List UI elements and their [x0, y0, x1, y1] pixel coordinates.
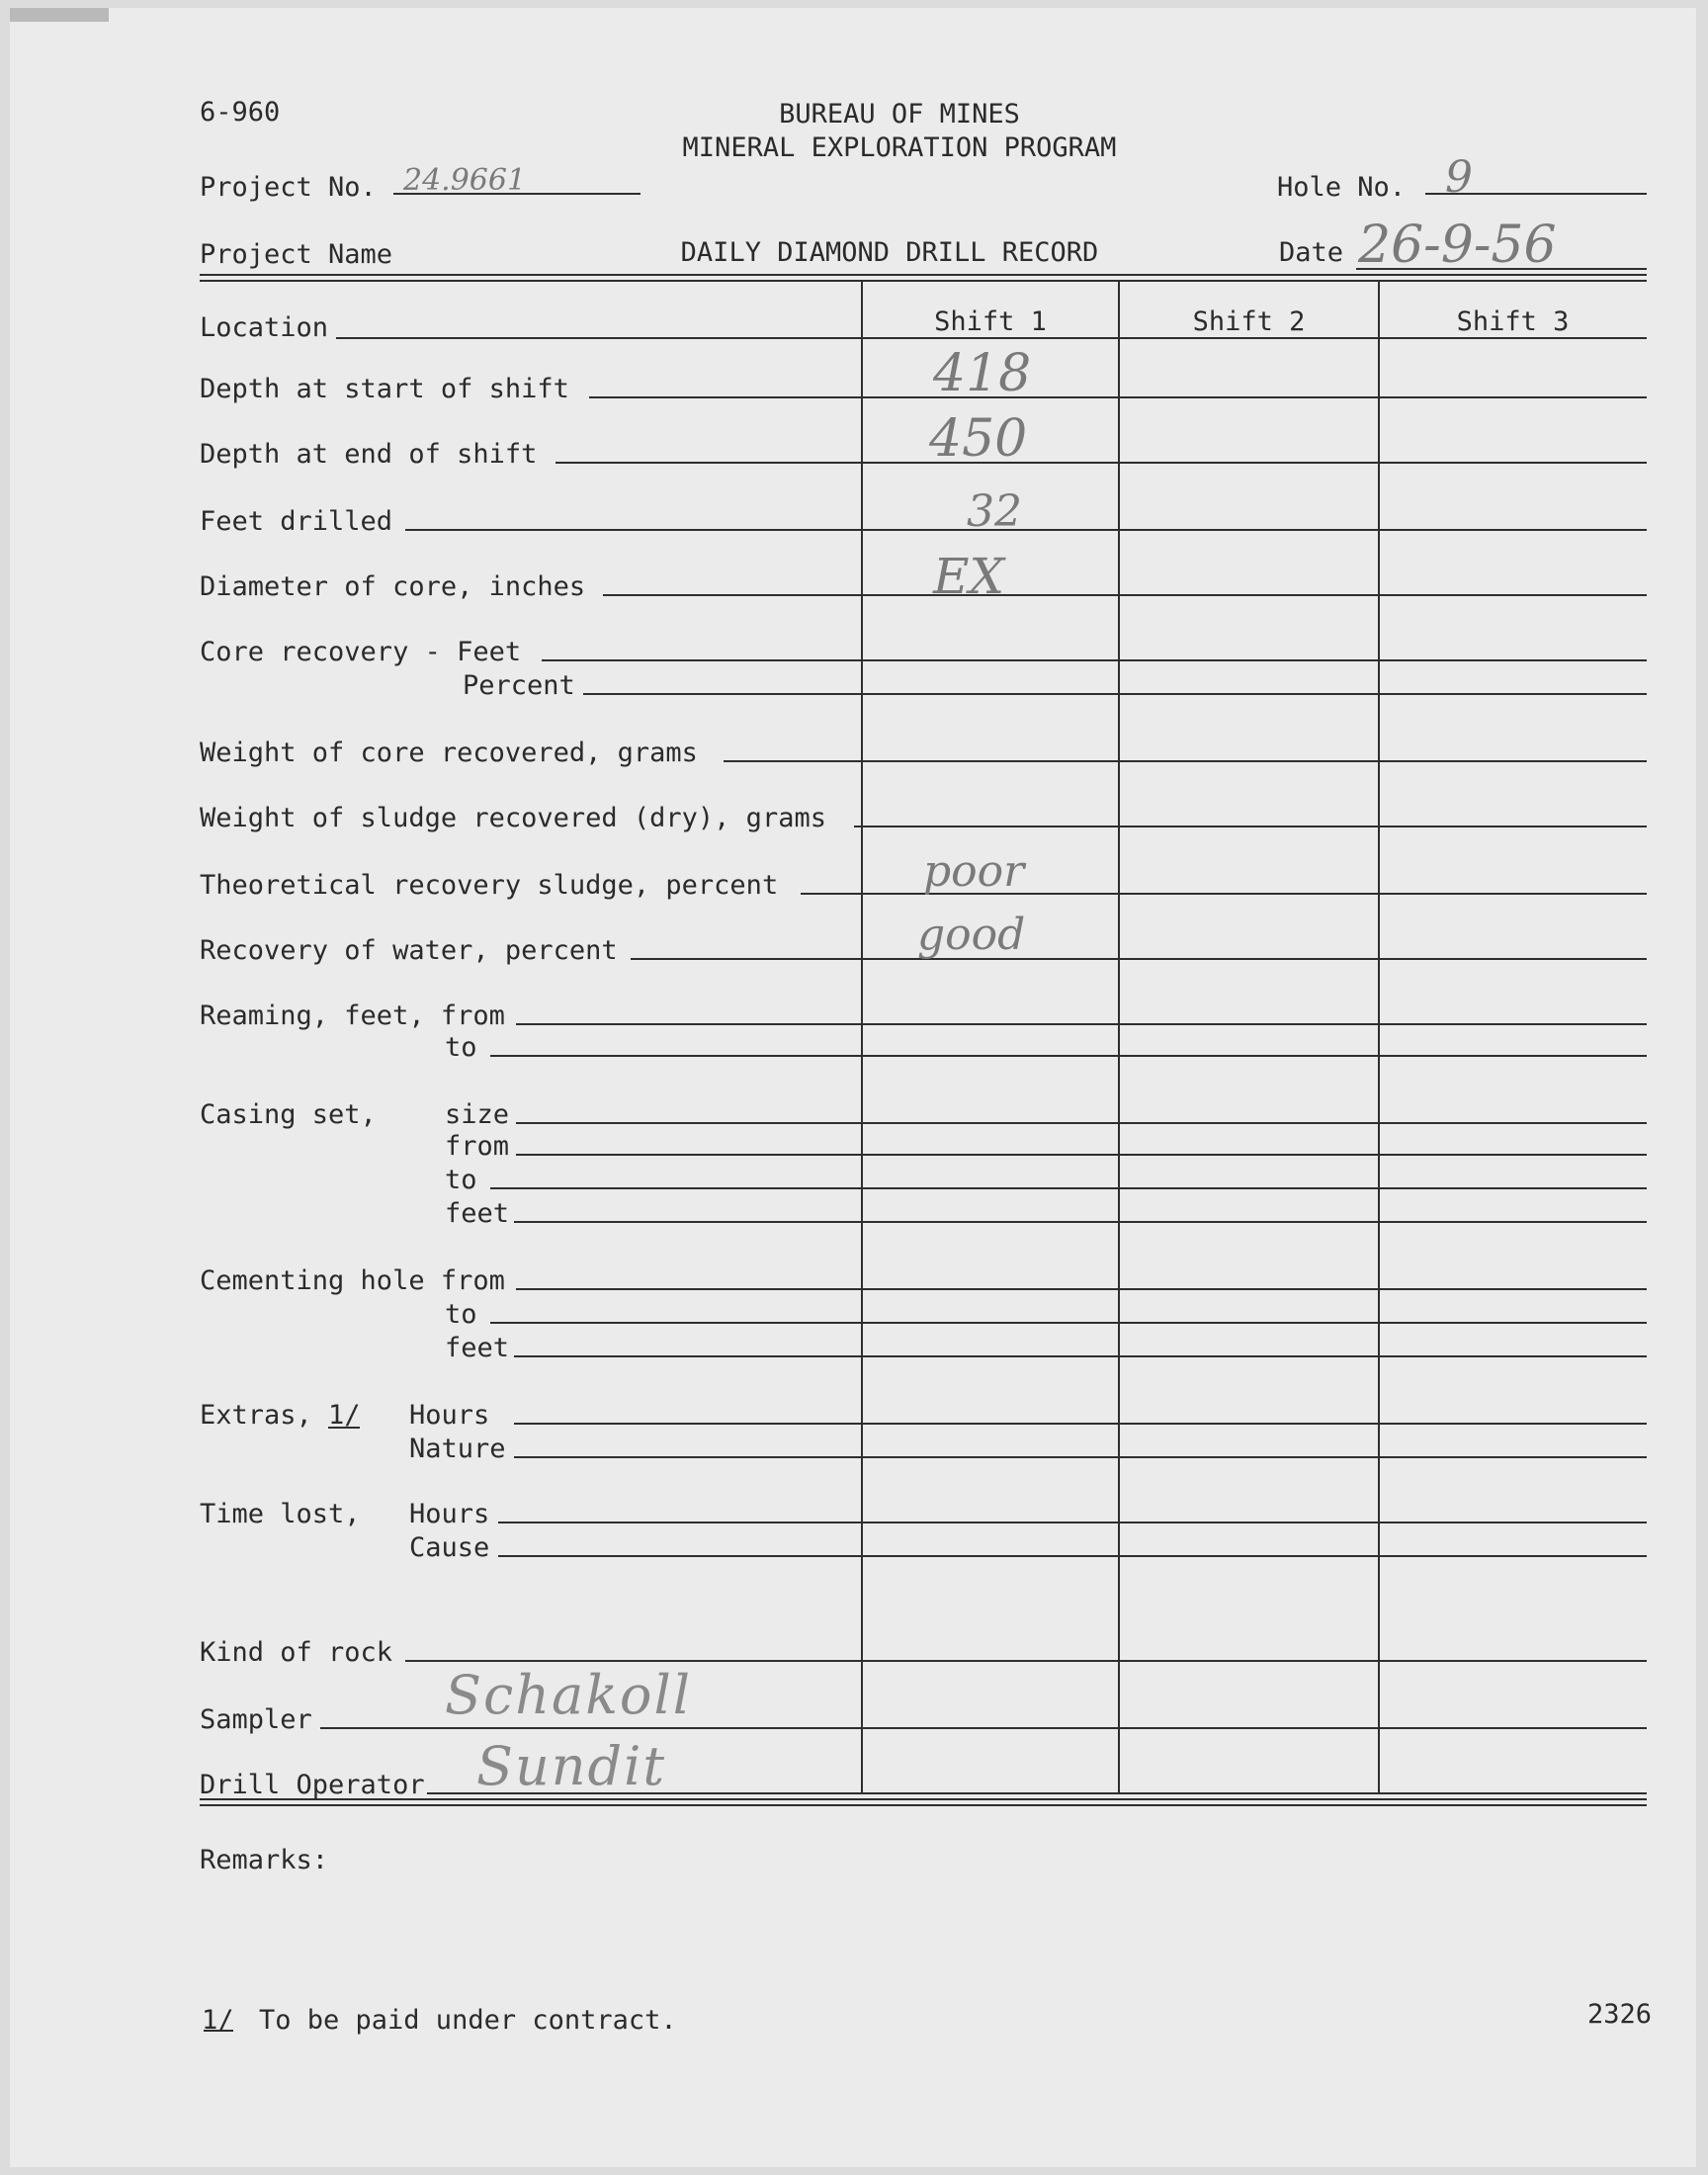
- casing-label: Casing set,: [200, 1099, 377, 1130]
- date-label: Date: [1279, 237, 1344, 268]
- percent-label: Percent: [463, 670, 575, 701]
- date-value[interactable]: 26-9-56: [1358, 216, 1557, 275]
- reaming-to-label: to: [445, 1032, 477, 1063]
- project-no-value[interactable]: 24.9661: [403, 163, 527, 198]
- cementing-to-label: to: [445, 1299, 477, 1330]
- drill-operator-label: Drill Operator: [200, 1770, 425, 1800]
- drill-operator-signature[interactable]: Sundit: [476, 1735, 667, 1797]
- time-lost-hours-label: Hours: [409, 1499, 490, 1529]
- remarks-label: Remarks:: [200, 1845, 329, 1875]
- sampler-label: Sampler: [200, 1704, 312, 1735]
- extras-label: Extras, 1/: [200, 1400, 361, 1431]
- extras-hours-label: Hours: [409, 1400, 490, 1431]
- page-number: 2326: [1587, 1999, 1653, 2030]
- hole-no-value[interactable]: 9: [1445, 152, 1473, 203]
- casing-feet-label: feet: [445, 1198, 510, 1229]
- project-no-label: Project No.: [200, 172, 377, 203]
- water-label: Recovery of water, percent: [200, 935, 618, 966]
- diameter-label: Diameter of core, inches: [200, 571, 586, 602]
- shift1-diameter[interactable]: EX: [933, 548, 1005, 605]
- footnote-mark: 1/: [202, 2005, 234, 2036]
- depth-start-label: Depth at start of shift: [200, 374, 569, 404]
- footnote-text: To be paid under contract.: [259, 2005, 677, 2036]
- theoretical-label: Theoretical recovery sludge, percent: [200, 870, 779, 901]
- hole-no-label: Hole No.: [1277, 172, 1407, 203]
- form-page: [10, 8, 1696, 2167]
- time-lost-cause-label: Cause: [409, 1532, 490, 1563]
- casing-from-label: from: [445, 1131, 510, 1162]
- weight-core-label: Weight of core recovered, grams: [200, 738, 698, 768]
- casing-to-label: to: [445, 1165, 477, 1195]
- shift1-theoretical[interactable]: poor: [923, 846, 1025, 897]
- depth-end-label: Depth at end of shift: [200, 439, 538, 470]
- core-recovery-label: Core recovery - Feet: [200, 637, 522, 667]
- shift1-water[interactable]: good: [917, 910, 1026, 960]
- location-label: Location: [200, 312, 329, 343]
- casing-size-label: size: [445, 1099, 510, 1130]
- cementing-feet-label: feet: [445, 1333, 510, 1363]
- shift-1-header: Shift 1: [934, 306, 1047, 337]
- shift-2-header: Shift 2: [1192, 306, 1306, 337]
- form-number: 6-960: [200, 97, 281, 128]
- weight-sludge-label: Weight of sludge recovered (dry), grams: [200, 803, 826, 833]
- project-name-label: Project Name: [200, 239, 393, 270]
- shift-3-header: Shift 3: [1456, 306, 1570, 337]
- program-title: MINERAL EXPLORATION PROGRAM: [682, 132, 1117, 163]
- kind-of-rock-label: Kind of rock: [200, 1637, 393, 1668]
- reaming-label: Reaming, feet, from: [200, 1000, 505, 1031]
- shift1-feet-drilled[interactable]: 32: [967, 486, 1022, 537]
- sampler-signature[interactable]: Schakoll: [445, 1664, 692, 1726]
- agency-title: BUREAU OF MINES: [779, 99, 1020, 130]
- feet-drilled-label: Feet drilled: [200, 506, 393, 537]
- shift1-depth-start[interactable]: 418: [933, 344, 1032, 403]
- cementing-label: Cementing hole from: [200, 1265, 505, 1296]
- shift1-depth-end[interactable]: 450: [929, 409, 1028, 469]
- time-lost-label: Time lost,: [200, 1499, 361, 1529]
- record-title: DAILY DIAMOND DRILL RECORD: [680, 237, 1099, 268]
- extras-nature-label: Nature: [409, 1434, 506, 1464]
